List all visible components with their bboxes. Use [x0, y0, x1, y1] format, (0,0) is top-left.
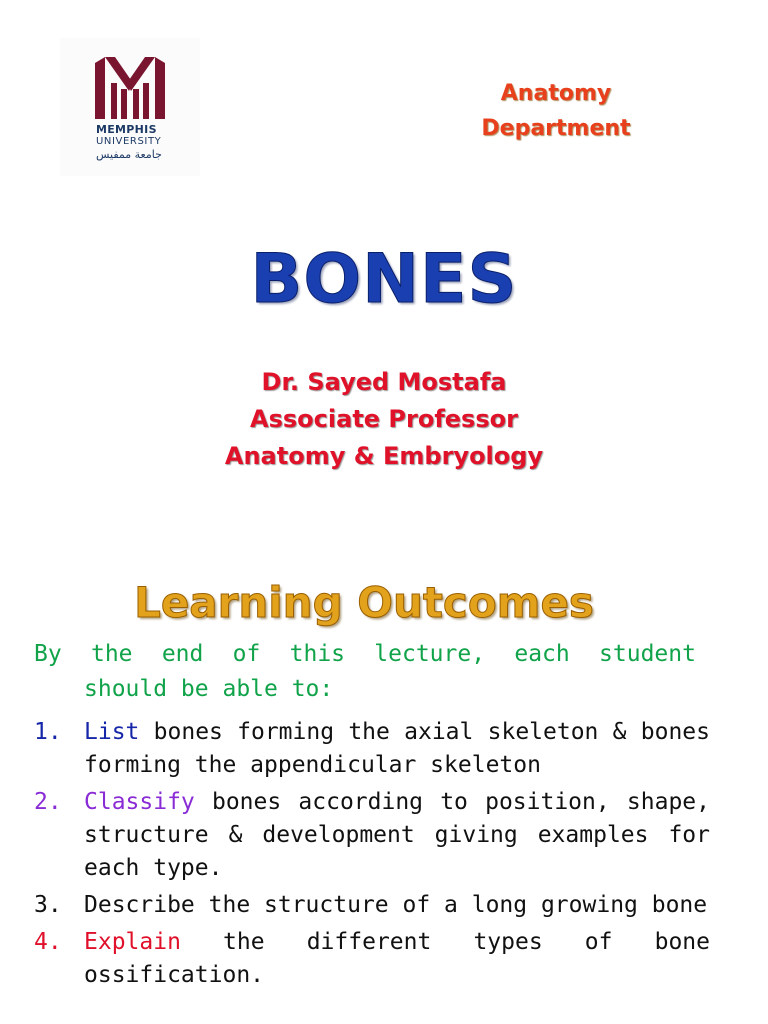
item-rest: the different types of bone ossification.	[84, 929, 710, 988]
intro-word: this	[289, 641, 346, 667]
intro-word: By	[34, 641, 62, 667]
logo-name: MEMPHIS	[96, 123, 157, 136]
item-number: 4.	[34, 929, 62, 955]
list-item	[34, 786, 710, 885]
item-text	[84, 716, 710, 782]
item-number: 1.	[34, 719, 62, 745]
item-text	[84, 786, 710, 885]
intro-word: end	[161, 641, 204, 667]
item-rest: bones according to position, shape, structure & development giving examples for each type.	[84, 789, 710, 881]
item-number: 2.	[34, 789, 62, 815]
item-number: 3.	[34, 892, 62, 918]
intro-word: the	[90, 641, 133, 667]
intro-line2: should be able to:	[84, 676, 334, 702]
author-position: Associate Professor	[250, 405, 518, 433]
author-specialty: Anatomy & Embryology	[224, 442, 544, 470]
author-block	[0, 364, 768, 475]
item-rest: bones forming the axial skeleton & bones forming the appendicular skeleton	[84, 719, 710, 778]
item-verb: Classify	[84, 789, 195, 815]
author-name: Dr. Sayed Mostafa	[261, 368, 507, 396]
department-line2: Department	[481, 116, 631, 141]
university-logo	[60, 38, 200, 176]
list-item	[34, 889, 710, 922]
item-verb: Explain	[84, 929, 181, 955]
item-verb: List	[84, 719, 140, 745]
intro-word: each	[514, 641, 570, 667]
item-rest: Describe the structure of a long growing bone	[84, 892, 708, 918]
learning-outcomes-intro	[34, 637, 696, 707]
learning-outcomes-heading: Learning Outcomes	[134, 578, 594, 627]
department-title	[440, 76, 672, 146]
list-item	[34, 716, 710, 782]
item-text	[84, 889, 710, 922]
page-title: BONES	[250, 240, 518, 319]
item-text	[84, 926, 710, 992]
outcomes-list	[34, 716, 710, 996]
intro-word: lecture,	[374, 641, 486, 667]
intro-line1	[34, 637, 696, 672]
department-line1: Anatomy	[500, 81, 612, 106]
intro-word: of	[232, 641, 261, 667]
logo-arabic: جامعة ممفيس	[96, 148, 162, 161]
intro-word: student	[599, 641, 696, 667]
memphis-logo-icon	[95, 53, 165, 121]
list-item	[34, 926, 710, 992]
logo-subname: UNIVERSITY	[96, 136, 162, 147]
